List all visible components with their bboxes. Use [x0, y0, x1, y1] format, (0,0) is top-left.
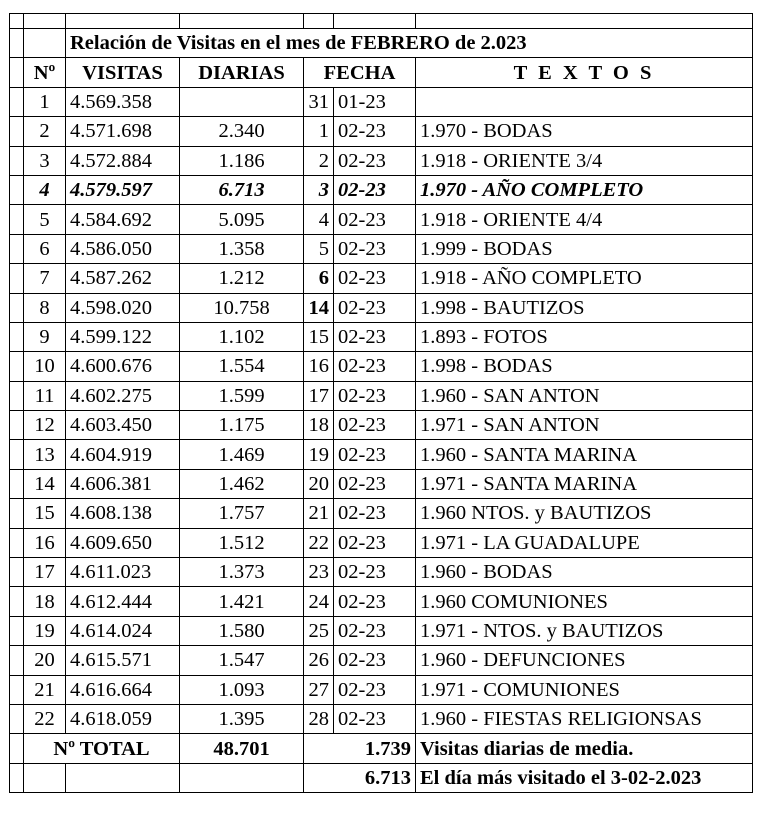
- row-day: 20: [304, 469, 334, 498]
- row-texto: 1.960 - SANTA MARINA: [416, 440, 753, 469]
- row-month: 02-23: [334, 411, 416, 440]
- row-month: 02-23: [334, 264, 416, 293]
- row-texto: 1.998 - BAUTIZOS: [416, 293, 753, 322]
- row-diarias: 1.757: [180, 499, 304, 528]
- row-day: 27: [304, 675, 334, 704]
- row-diarias: 1.547: [180, 646, 304, 675]
- row-texto: 1.918 - ORIENTE 4/4: [416, 205, 753, 234]
- row-day: 21: [304, 499, 334, 528]
- header-textos: T E X T O S: [416, 58, 753, 87]
- max-row: [10, 763, 753, 792]
- row-day: 23: [304, 558, 334, 587]
- visits-table: [9, 13, 753, 793]
- row-visitas: 4.600.676: [66, 352, 180, 381]
- row-texto: 1.970 - BODAS: [416, 117, 753, 146]
- table-row: [10, 322, 753, 351]
- row-margin-cell: [10, 469, 24, 498]
- row-diarias: [180, 87, 304, 116]
- row-month: 02-23: [334, 381, 416, 410]
- row-day: 26: [304, 646, 334, 675]
- row-day: 24: [304, 587, 334, 616]
- row-month: 02-23: [334, 675, 416, 704]
- row-day: 31: [304, 87, 334, 116]
- header-visitas: VISITAS: [66, 58, 180, 87]
- row-diarias: 10.758: [180, 293, 304, 322]
- row-texto: 1.893 - FOTOS: [416, 322, 753, 351]
- table-row: [10, 146, 753, 175]
- row-visitas: 4.572.884: [66, 146, 180, 175]
- media-value: 1.739: [304, 734, 416, 763]
- row-number: 13: [24, 440, 66, 469]
- row-margin-cell: [10, 175, 24, 204]
- row-number: 14: [24, 469, 66, 498]
- row-visitas: 4.599.122: [66, 322, 180, 351]
- row-texto: 1.971 - SAN ANTON: [416, 411, 753, 440]
- row-month: 02-23: [334, 205, 416, 234]
- table-row: [10, 499, 753, 528]
- row-diarias: 1.102: [180, 322, 304, 351]
- row-texto: 1.971 - NTOS. y BAUTIZOS: [416, 616, 753, 645]
- row-margin-cell: [10, 411, 24, 440]
- row-visitas: 4.569.358: [66, 87, 180, 116]
- row-texto: 1.960 COMUNIONES: [416, 587, 753, 616]
- row-texto: 1.960 - FIESTAS RELIGIONSAS: [416, 704, 753, 733]
- row-diarias: 1.395: [180, 704, 304, 733]
- row-margin-cell: [10, 146, 24, 175]
- row-texto: [416, 87, 753, 116]
- row-visitas: 4.587.262: [66, 264, 180, 293]
- row-diarias: 1.358: [180, 234, 304, 263]
- row-number: 12: [24, 411, 66, 440]
- row-margin-cell: [10, 704, 24, 733]
- row-month: 02-23: [334, 146, 416, 175]
- table-row: [10, 469, 753, 498]
- row-number: 21: [24, 675, 66, 704]
- row-day: 25: [304, 616, 334, 645]
- row-margin-cell: [10, 675, 24, 704]
- row-number: 3: [24, 146, 66, 175]
- table-row: [10, 646, 753, 675]
- row-month: 02-23: [334, 293, 416, 322]
- row-day: 28: [304, 704, 334, 733]
- table-row: [10, 440, 753, 469]
- row-diarias: 1.462: [180, 469, 304, 498]
- row-day: 3: [304, 175, 334, 204]
- row-visitas: 4.611.023: [66, 558, 180, 587]
- max-label: El día más visitado el 3-02-2.023: [416, 763, 753, 792]
- table-row: [10, 352, 753, 381]
- row-diarias: 1.373: [180, 558, 304, 587]
- table-row: [10, 234, 753, 263]
- total-value: 48.701: [180, 734, 304, 763]
- row-number: 15: [24, 499, 66, 528]
- total-row: [10, 734, 753, 763]
- row-number: 8: [24, 293, 66, 322]
- row-diarias: 1.554: [180, 352, 304, 381]
- row-day: 6: [304, 264, 334, 293]
- row-texto: 1.960 - BODAS: [416, 558, 753, 587]
- row-texto: 1.971 - LA GUADALUPE: [416, 528, 753, 557]
- table-row: [10, 264, 753, 293]
- row-visitas: 4.598.020: [66, 293, 180, 322]
- row-month: 02-23: [334, 587, 416, 616]
- row-month: 02-23: [334, 234, 416, 263]
- table-row: [10, 675, 753, 704]
- row-number: 10: [24, 352, 66, 381]
- row-texto: 1.998 - BODAS: [416, 352, 753, 381]
- row-number: 20: [24, 646, 66, 675]
- header-row: [10, 58, 753, 87]
- row-number: 4: [24, 175, 66, 204]
- row-texto: 1.971 - SANTA MARINA: [416, 469, 753, 498]
- row-diarias: 6.713: [180, 175, 304, 204]
- row-number: 18: [24, 587, 66, 616]
- row-number: 5: [24, 205, 66, 234]
- row-day: 16: [304, 352, 334, 381]
- row-month: 02-23: [334, 322, 416, 351]
- row-diarias: 1.469: [180, 440, 304, 469]
- table-row: [10, 293, 753, 322]
- row-margin-cell: [10, 293, 24, 322]
- header-fecha: FECHA: [304, 58, 416, 87]
- row-number: 16: [24, 528, 66, 557]
- row-number: 9: [24, 322, 66, 351]
- row-texto: 1.960 NTOS. y BAUTIZOS: [416, 499, 753, 528]
- row-day: 2: [304, 146, 334, 175]
- row-diarias: 1.599: [180, 381, 304, 410]
- row-day: 14: [304, 293, 334, 322]
- row-diarias: 1.580: [180, 616, 304, 645]
- row-number: 6: [24, 234, 66, 263]
- row-day: 4: [304, 205, 334, 234]
- max-value: 6.713: [304, 763, 416, 792]
- row-month: 02-23: [334, 558, 416, 587]
- row-number: 17: [24, 558, 66, 587]
- header-diarias: DIARIAS: [180, 58, 304, 87]
- row-day: 1: [304, 117, 334, 146]
- row-visitas: 4.606.381: [66, 469, 180, 498]
- row-visitas: 4.616.664: [66, 675, 180, 704]
- row-visitas: 4.586.050: [66, 234, 180, 263]
- row-diarias: 2.340: [180, 117, 304, 146]
- total-label: Nº TOTAL: [24, 734, 180, 763]
- row-texto: 1.960 - DEFUNCIONES: [416, 646, 753, 675]
- row-visitas: 4.603.450: [66, 411, 180, 440]
- row-month: 02-23: [334, 352, 416, 381]
- table-row: [10, 411, 753, 440]
- row-diarias: 1.093: [180, 675, 304, 704]
- row-margin-cell: [10, 616, 24, 645]
- row-month: 02-23: [334, 117, 416, 146]
- table-row: [10, 558, 753, 587]
- row-number: 19: [24, 616, 66, 645]
- header-num: Nº: [24, 58, 66, 87]
- row-margin-cell: [10, 234, 24, 263]
- table-row: [10, 205, 753, 234]
- row-visitas: 4.604.919: [66, 440, 180, 469]
- row-texto: 1.960 - SAN ANTON: [416, 381, 753, 410]
- row-margin-cell: [10, 440, 24, 469]
- row-margin-cell: [10, 558, 24, 587]
- row-number: 2: [24, 117, 66, 146]
- row-margin-cell: [10, 381, 24, 410]
- row-diarias: 1.421: [180, 587, 304, 616]
- row-margin-cell: [10, 528, 24, 557]
- table-row: [10, 175, 753, 204]
- table-row: [10, 117, 753, 146]
- row-month: 02-23: [334, 704, 416, 733]
- row-month: 02-23: [334, 646, 416, 675]
- table-row: [10, 528, 753, 557]
- row-month: 02-23: [334, 175, 416, 204]
- row-texto: 1.970 - AÑO COMPLETO: [416, 175, 753, 204]
- row-margin-cell: [10, 87, 24, 116]
- row-visitas: 4.571.698: [66, 117, 180, 146]
- row-month: 02-23: [334, 528, 416, 557]
- row-month: 02-23: [334, 499, 416, 528]
- row-month: 02-23: [334, 469, 416, 498]
- table-row: [10, 587, 753, 616]
- row-margin-cell: [10, 264, 24, 293]
- row-month: 02-23: [334, 616, 416, 645]
- row-visitas: 4.615.571: [66, 646, 180, 675]
- title-row: [10, 29, 753, 58]
- row-day: 15: [304, 322, 334, 351]
- media-label: Visitas diarias de media.: [416, 734, 753, 763]
- row-margin-cell: [10, 352, 24, 381]
- table-row: [10, 704, 753, 733]
- row-day: 18: [304, 411, 334, 440]
- row-texto: 1.999 - BODAS: [416, 234, 753, 263]
- row-month: 01-23: [334, 87, 416, 116]
- row-margin-cell: [10, 646, 24, 675]
- row-margin-cell: [10, 499, 24, 528]
- row-month: 02-23: [334, 440, 416, 469]
- row-number: 11: [24, 381, 66, 410]
- row-texto: 1.971 - COMUNIONES: [416, 675, 753, 704]
- row-diarias: 1.512: [180, 528, 304, 557]
- row-day: 5: [304, 234, 334, 263]
- row-margin-cell: [10, 117, 24, 146]
- row-visitas: 4.584.692: [66, 205, 180, 234]
- row-number: 7: [24, 264, 66, 293]
- row-diarias: 1.175: [180, 411, 304, 440]
- row-margin-cell: [10, 205, 24, 234]
- row-visitas: 4.618.059: [66, 704, 180, 733]
- row-day: 17: [304, 381, 334, 410]
- row-diarias: 5.095: [180, 205, 304, 234]
- row-day: 19: [304, 440, 334, 469]
- row-diarias: 1.186: [180, 146, 304, 175]
- table-title: Relación de Visitas en el mes de FEBRERO de 2.023: [66, 29, 753, 58]
- row-margin-cell: [10, 322, 24, 351]
- row-number: 1: [24, 87, 66, 116]
- row-margin-cell: [10, 587, 24, 616]
- spacer-row: [10, 14, 753, 29]
- row-diarias: 1.212: [180, 264, 304, 293]
- row-visitas: 4.608.138: [66, 499, 180, 528]
- row-visitas: 4.602.275: [66, 381, 180, 410]
- row-texto: 1.918 - ORIENTE 3/4: [416, 146, 753, 175]
- row-visitas: 4.614.024: [66, 616, 180, 645]
- row-day: 22: [304, 528, 334, 557]
- row-visitas: 4.612.444: [66, 587, 180, 616]
- table-row: [10, 381, 753, 410]
- table-row: [10, 87, 753, 116]
- row-visitas: 4.609.650: [66, 528, 180, 557]
- row-texto: 1.918 - AÑO COMPLETO: [416, 264, 753, 293]
- row-visitas: 4.579.597: [66, 175, 180, 204]
- row-number: 22: [24, 704, 66, 733]
- table-row: [10, 616, 753, 645]
